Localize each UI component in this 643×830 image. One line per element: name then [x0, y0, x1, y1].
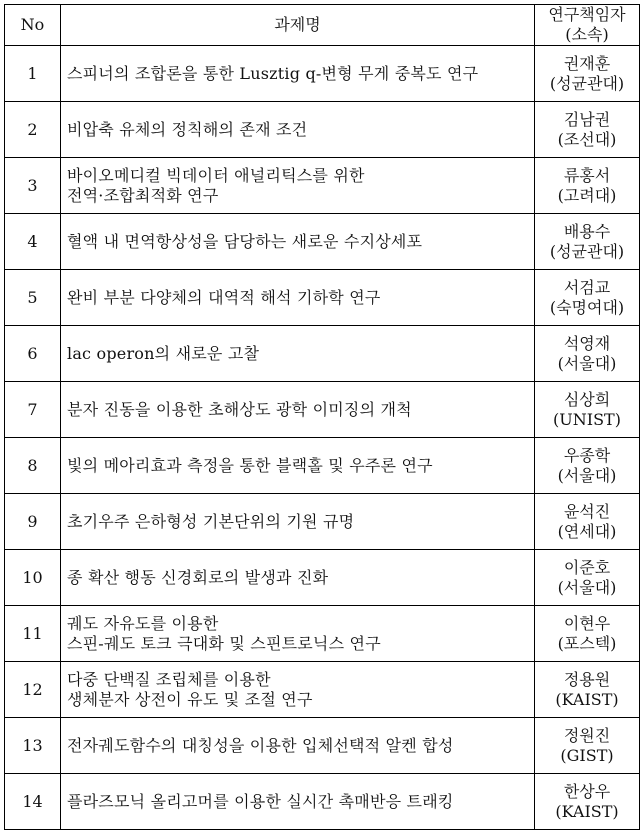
header-title: 과제명	[61, 5, 535, 46]
table-row	[5, 158, 640, 214]
pi-name: 윤석진	[563, 501, 611, 521]
table-row	[5, 270, 640, 326]
table-row	[5, 46, 640, 102]
project-title-line: 전자궤도함수의 대칭성을 이용한 입체선택적 알켄 합성	[67, 735, 454, 755]
project-title	[61, 102, 535, 158]
project-title	[61, 718, 535, 774]
header-pi-line1: 연구책임자	[548, 5, 626, 24]
pi-name: 심상희	[563, 389, 611, 409]
pi-name: 류홍서	[563, 165, 611, 185]
pi-affiliation: (숙명여대)	[549, 297, 625, 317]
project-title-line: 다중 단백질 조립체를 이용한	[67, 669, 271, 689]
pi-affiliation: (연세대)	[557, 521, 617, 541]
principal-investigator	[535, 102, 640, 158]
principal-investigator	[535, 774, 640, 830]
pi-affiliation: (서울대)	[557, 577, 617, 597]
table-row	[5, 214, 640, 270]
principal-investigator	[535, 326, 640, 382]
row-number: 10	[5, 550, 61, 606]
pi-affiliation: (서울대)	[557, 353, 617, 373]
table-row	[5, 102, 640, 158]
project-title-line: 분자 진동을 이용한 초해상도 광학 이미징의 개척	[67, 399, 412, 419]
row-number: 5	[5, 270, 61, 326]
table-row	[5, 326, 640, 382]
principal-investigator	[535, 718, 640, 774]
row-number: 13	[5, 718, 61, 774]
pi-affiliation: (서울대)	[557, 465, 617, 485]
project-title	[61, 550, 535, 606]
project-title	[61, 662, 535, 718]
project-title	[61, 438, 535, 494]
row-number: 2	[5, 102, 61, 158]
principal-investigator	[535, 214, 640, 270]
project-title-line: lac operon의 새로운 고찰	[67, 343, 260, 363]
project-title-line: 플라즈모닉 올리고머를 이용한 실시간 촉매반응 트래킹	[67, 791, 454, 811]
project-title	[61, 158, 535, 214]
pi-affiliation: (KAIST)	[555, 801, 619, 821]
table-row	[5, 382, 640, 438]
project-title-line: 비압축 유체의 정칙해의 존재 조건	[67, 119, 308, 139]
pi-name: 정원진	[563, 725, 611, 745]
project-title-line: 스피너의 조합론을 통한 Lusztig q-변형 무게 중복도 연구	[67, 63, 479, 83]
principal-investigator	[535, 662, 640, 718]
row-number: 1	[5, 46, 61, 102]
principal-investigator	[535, 382, 640, 438]
pi-name: 서검교	[563, 277, 611, 297]
table-row	[5, 662, 640, 718]
project-title	[61, 270, 535, 326]
pi-affiliation: (조선대)	[557, 129, 617, 149]
header-pi	[535, 5, 640, 46]
principal-investigator	[535, 494, 640, 550]
principal-investigator	[535, 270, 640, 326]
project-title	[61, 494, 535, 550]
project-title-line: 종 확산 행동 신경회로의 발생과 진화	[67, 567, 329, 587]
table-header-row	[5, 5, 640, 46]
pi-name: 권재훈	[563, 53, 611, 73]
project-title	[61, 606, 535, 662]
project-title	[61, 46, 535, 102]
header-pi-line2: (소속)	[565, 25, 609, 44]
principal-investigator	[535, 158, 640, 214]
pi-affiliation: (KAIST)	[555, 689, 619, 709]
project-title-line: 완비 부분 다양체의 대역적 해석 기하학 연구	[67, 287, 381, 307]
project-title	[61, 774, 535, 830]
table-row	[5, 606, 640, 662]
principal-investigator	[535, 46, 640, 102]
header-no: No	[5, 5, 61, 46]
project-title	[61, 214, 535, 270]
table-row	[5, 774, 640, 830]
pi-affiliation: (UNIST)	[553, 409, 621, 429]
pi-affiliation: (GIST)	[560, 745, 614, 765]
pi-name: 이현우	[563, 613, 611, 633]
table-row	[5, 438, 640, 494]
project-title-line: 궤도 자유도를 이용한	[67, 613, 219, 633]
pi-name: 우종학	[563, 445, 611, 465]
principal-investigator	[535, 606, 640, 662]
table-row	[5, 718, 640, 774]
row-number: 9	[5, 494, 61, 550]
pi-name: 배용수	[563, 221, 611, 241]
pi-name: 석영재	[563, 333, 611, 353]
project-title-line: 빛의 메아리효과 측정을 통한 블랙홀 및 우주론 연구	[67, 455, 433, 475]
row-number: 8	[5, 438, 61, 494]
project-title-line: 스핀-궤도 토크 극대화 및 스핀트로닉스 연구	[67, 633, 381, 653]
project-title-line: 바이오메디컬 빅데이터 애널리틱스를 위한	[67, 165, 365, 185]
project-table	[4, 4, 640, 830]
row-number: 3	[5, 158, 61, 214]
pi-affiliation: (고려대)	[557, 185, 617, 205]
pi-affiliation: (성균관대)	[549, 73, 625, 93]
row-number: 7	[5, 382, 61, 438]
row-number: 4	[5, 214, 61, 270]
project-title-line: 전역·조합최적화 연구	[67, 185, 219, 205]
pi-name: 한상우	[563, 781, 611, 801]
row-number: 6	[5, 326, 61, 382]
project-title	[61, 326, 535, 382]
row-number: 11	[5, 606, 61, 662]
project-title-line: 혈액 내 면역항상성을 담당하는 새로운 수지상세포	[67, 231, 423, 251]
pi-name: 이준호	[563, 557, 611, 577]
pi-name: 김남권	[563, 109, 611, 129]
pi-affiliation: (성균관대)	[549, 241, 625, 261]
project-title-line: 초기우주 은하형성 기본단위의 기원 규명	[67, 511, 355, 531]
project-title-line: 생체분자 상전이 유도 및 조절 연구	[67, 689, 313, 709]
table-row	[5, 550, 640, 606]
row-number: 12	[5, 662, 61, 718]
pi-affiliation: (포스텍)	[557, 633, 617, 653]
row-number: 14	[5, 774, 61, 830]
project-title	[61, 382, 535, 438]
principal-investigator	[535, 550, 640, 606]
table-row	[5, 494, 640, 550]
pi-name: 정용원	[563, 669, 611, 689]
principal-investigator	[535, 438, 640, 494]
